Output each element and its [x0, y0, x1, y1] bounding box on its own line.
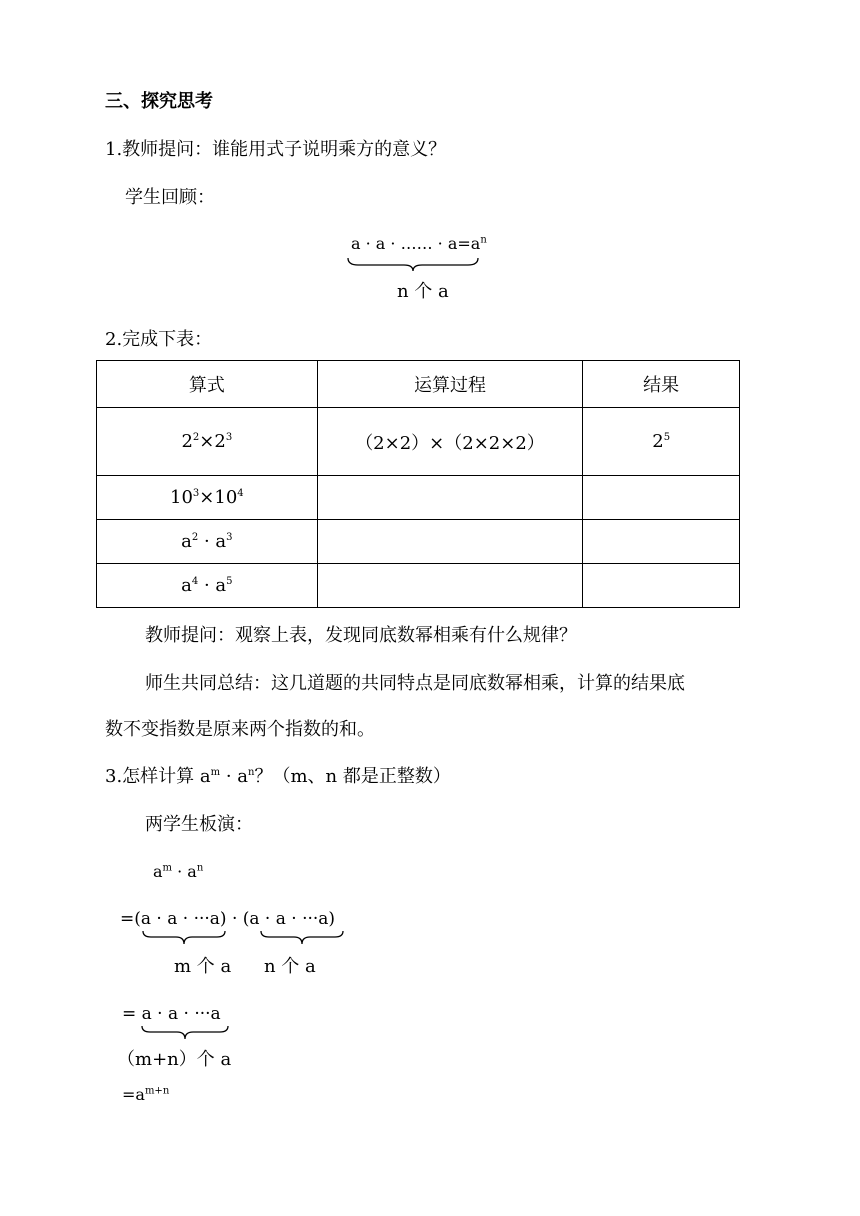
question-3: 3.怎样计算 $a^m \cdot a^n$？（m、n 都是正整数）: [105, 766, 451, 787]
process-cell: [317, 564, 583, 608]
expression-cell: $a^4 \cdot a^5$: [97, 564, 318, 608]
brace-n: [346, 256, 480, 272]
brace-label-n: n 个 a: [397, 281, 449, 302]
result-cell: [583, 520, 740, 564]
formula-exponent: n: [480, 234, 487, 246]
process-cell: （2×2）×（2×2×2）: [317, 408, 583, 476]
brace-label-n-2: n 个 a: [264, 956, 316, 977]
derivation-step-2: = a · a · ···a: [122, 1004, 221, 1024]
question-1: 1.教师提问：谁能用式子说明乘方的意义？: [105, 139, 447, 160]
derivation-step-3: $=a^{m+n}$: [122, 1085, 170, 1104]
header-process: 运算过程: [317, 361, 583, 408]
expression-cell: $10^3\times 10^4$: [97, 476, 318, 520]
table-row: [97, 520, 740, 564]
brace-n-2: [259, 929, 345, 945]
exponent-table: [96, 360, 740, 608]
expression-cell: $2^2\times 2^3$: [97, 408, 318, 476]
process-cell: [317, 520, 583, 564]
formula-left: a · a · …… · a=a: [351, 234, 481, 253]
table-row: [97, 408, 740, 476]
brace-m: [141, 929, 227, 945]
derivation-step-0: $a^m \cdot a^n$: [153, 862, 204, 881]
result-cell: $2^5$: [583, 408, 740, 476]
table-row: [97, 564, 740, 608]
teacher-question: 教师提问：观察上表，发现同底数幂相乘有什么规律？: [145, 625, 577, 646]
table-row: [97, 476, 740, 520]
power-definition-formula: [351, 232, 487, 256]
header-result: 结果: [583, 361, 740, 408]
summary-line-1: 师生共同总结：这几道题的共同特点是同底数幂相乘，计算的结果底: [145, 673, 685, 694]
process-cell: [317, 476, 583, 520]
header-expression: 算式: [97, 361, 318, 408]
student-recall-label: 学生回顾：: [125, 187, 215, 208]
brace-label-m-plus-n: （m+n）个 a: [117, 1049, 232, 1070]
derivation-step-1: =(a · a · ···a) · (a · a · ···a): [120, 909, 336, 929]
table-header-row: [97, 361, 740, 408]
section-title: 三、探究思考: [105, 91, 213, 112]
brace-m-plus-n: [140, 1024, 230, 1040]
question-2: 2.完成下表：: [105, 329, 213, 350]
summary-line-2: 数不变指数是原来两个指数的和。: [105, 719, 375, 740]
expression-cell: $a^2 \cdot a^3$: [97, 520, 318, 564]
board-label: 两学生板演：: [145, 814, 253, 835]
result-cell: [583, 564, 740, 608]
brace-label-m: m 个 a: [174, 956, 232, 977]
result-cell: [583, 476, 740, 520]
